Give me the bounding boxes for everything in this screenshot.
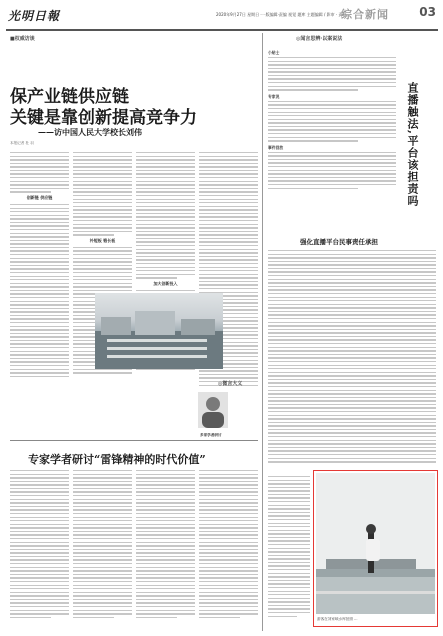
page-number: 03 (419, 5, 436, 19)
section-title: 综合新闻 (341, 8, 389, 21)
body-column-3 (136, 152, 195, 422)
column-divider (262, 33, 263, 631)
photo-caption: 游客在刘家峡水库拍照 ... (317, 617, 358, 621)
lake-photo-art (316, 473, 435, 614)
body-column-2 (73, 152, 132, 422)
headline-line-1: 保产业链供应链 (10, 87, 129, 107)
factory-photo-art (95, 293, 223, 369)
subhead-3: 加大创新投入 (153, 280, 178, 286)
newspaper-logo: 光明日報 (8, 9, 61, 23)
bottom-article-body (10, 470, 258, 628)
lake-photo (316, 473, 435, 614)
portrait-photo-art (198, 392, 228, 428)
factory-photo (95, 293, 223, 369)
right-notes (268, 50, 396, 220)
masthead (6, 4, 438, 28)
byline: 本报记者 杜 羽 (10, 141, 34, 145)
right-headline: 强化直播平台民事责任承担 (300, 238, 378, 246)
subhead-1: 创新链 供应链 (26, 194, 53, 200)
dateline: 2020年9月27日 星期日 ·一版编辑·责编 视觉 题库 主题编辑 / 影审 · 责校 (216, 12, 347, 17)
small-head-2: 专家说 (268, 93, 280, 99)
body-column-1 (10, 152, 69, 422)
column-label: ■权威访谈 (10, 36, 35, 42)
photo-side-text (268, 476, 310, 626)
small-head-1: 小贴士 (268, 50, 280, 55)
masthead-rule (6, 29, 438, 31)
headline-line-2: 关键是靠创新提高竞争力 (10, 108, 197, 128)
column-box-label: ◎微言大义 (218, 381, 243, 387)
right-article-body (268, 250, 436, 475)
small-head-3: 事件回放 (268, 144, 284, 150)
subhead-2: 补短板 锻长板 (89, 237, 116, 243)
right-column-label: ◎闻言思辨·以案说法 (296, 36, 343, 42)
mid-rule (10, 440, 258, 441)
column-box-subhead: 多家学者研讨 (200, 433, 222, 437)
vertical-title: 直播触法,平台该担责吗 (406, 82, 419, 207)
portrait-photo (198, 392, 228, 428)
bottom-headline: 专家学者研讨“雷锋精神的时代价值” (28, 453, 206, 466)
subtitle: ——访中国人民大学校长刘伟 (38, 127, 142, 137)
